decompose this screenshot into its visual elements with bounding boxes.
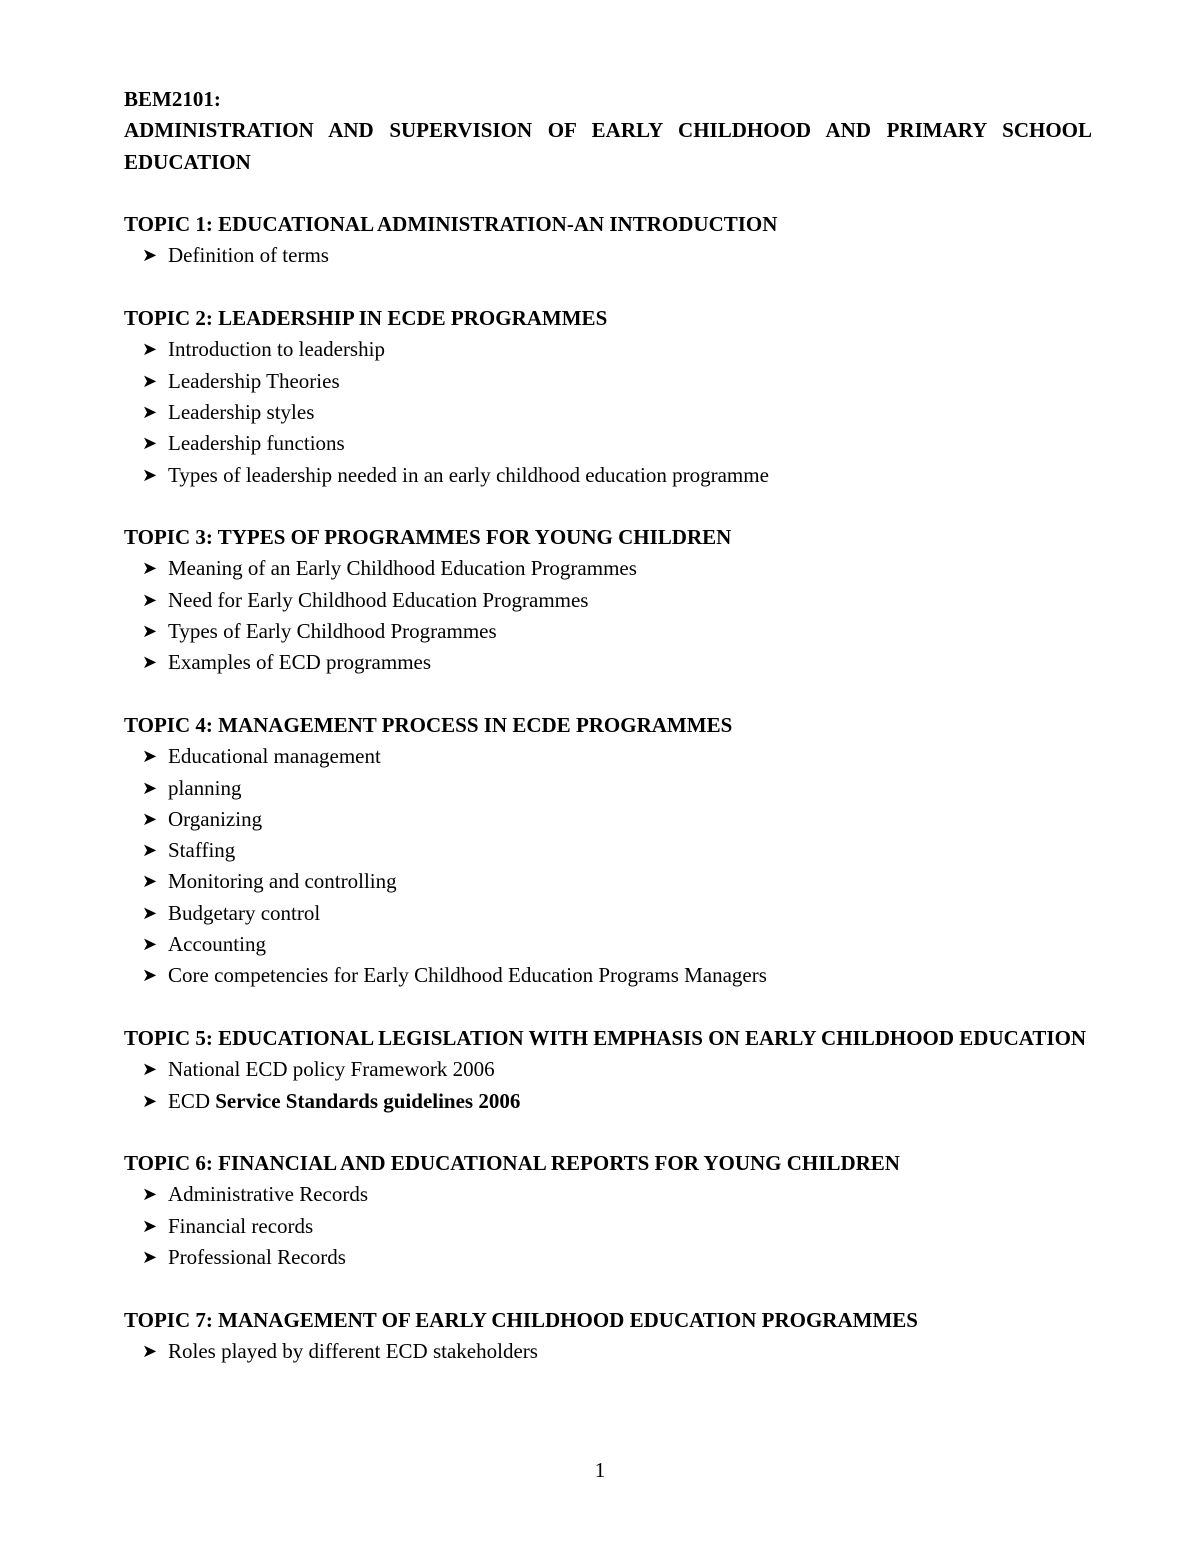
list-item — [124, 960, 1092, 991]
list-item-text: Accounting — [168, 932, 266, 957]
list-item — [124, 553, 1092, 584]
list-item — [124, 397, 1092, 428]
topic-item-list — [124, 1179, 1092, 1273]
arrow-bullet-icon: ➤ — [142, 433, 158, 455]
arrow-bullet-icon: ➤ — [142, 558, 158, 580]
topic-heading: TOPIC 5: EDUCATIONAL LEGISLATION WITH EMPHASIS ON EARLY CHILDHOOD EDUCATION — [124, 1025, 1087, 1050]
list-item-text: Staffing — [168, 838, 236, 863]
list-item-text: Need for Early Childhood Education Programmes — [168, 587, 589, 612]
list-item-text: National ECD policy Framework 2006 — [168, 1057, 495, 1082]
list-item — [124, 866, 1092, 897]
list-item-text: Introduction to leadership — [168, 337, 385, 362]
topic-section — [124, 710, 1092, 992]
arrow-bullet-icon: ➤ — [142, 464, 158, 486]
topic-list — [124, 209, 1092, 1367]
course-title: ADMINISTRATION AND SUPERVISION OF EARLY CHILDHOOD AND PRIMARY SCHOOL EDUCATION — [124, 118, 1092, 174]
topic-heading: TOPIC 6: FINANCIAL AND EDUCATIONAL REPORTS FOR YOUNG CHILDREN — [124, 1151, 900, 1176]
list-item-text: Administrative Records — [168, 1182, 369, 1207]
list-item — [124, 1242, 1092, 1273]
arrow-bullet-icon: ➤ — [142, 934, 158, 956]
list-item-text: Budgetary control — [168, 900, 321, 925]
list-item — [124, 585, 1092, 616]
list-item-text: Types of leadership needed in an early childhood education programme — [168, 462, 769, 487]
list-item — [124, 929, 1092, 960]
topic-section — [124, 1148, 1092, 1273]
arrow-bullet-icon: ➤ — [142, 777, 158, 799]
topic-section — [124, 1305, 1092, 1368]
list-item — [124, 773, 1092, 804]
list-item-text: Educational management — [168, 744, 381, 769]
topic-heading: TOPIC 4: MANAGEMENT PROCESS IN ECDE PROGRAMMES — [124, 712, 733, 737]
arrow-bullet-icon: ➤ — [142, 965, 158, 987]
list-item-text: ECD — [168, 1088, 216, 1113]
list-item-text: Financial records — [168, 1213, 314, 1238]
arrow-bullet-icon: ➤ — [142, 652, 158, 674]
list-item — [124, 1336, 1092, 1367]
course-code: BEM2101: — [124, 87, 221, 111]
arrow-bullet-icon: ➤ — [142, 902, 158, 924]
arrow-bullet-icon: ➤ — [142, 401, 158, 423]
list-item — [124, 1179, 1092, 1210]
document-page — [124, 84, 1092, 1367]
arrow-bullet-icon: ➤ — [142, 840, 158, 862]
arrow-bullet-icon: ➤ — [142, 1090, 158, 1112]
topic-item-list — [124, 1336, 1092, 1367]
topic-heading: TOPIC 3: TYPES OF PROGRAMMES FOR YOUNG CHILDREN — [124, 525, 732, 550]
arrow-bullet-icon: ➤ — [142, 621, 158, 643]
topic-section — [124, 303, 1092, 491]
list-item-text: Meaning of an Early Childhood Education Programmes — [168, 556, 637, 581]
page-number: 1 — [594, 1458, 606, 1482]
list-item-bold-text: Service Standards guidelines 2006 — [215, 1088, 521, 1113]
list-item-text: Types of Early Childhood Programmes — [168, 619, 497, 644]
list-item — [124, 835, 1092, 866]
arrow-bullet-icon: ➤ — [142, 1059, 158, 1081]
list-item — [124, 1054, 1092, 1085]
list-item-text: Leadership Theories — [168, 368, 340, 393]
list-item — [124, 741, 1092, 772]
list-item-text: Monitoring and controlling — [168, 869, 397, 894]
topic-item-list — [124, 334, 1092, 490]
arrow-bullet-icon: ➤ — [142, 1246, 158, 1268]
list-item — [124, 240, 1092, 271]
list-item — [124, 898, 1092, 929]
list-item — [124, 616, 1092, 647]
list-item — [124, 460, 1092, 491]
list-item — [124, 366, 1092, 397]
arrow-bullet-icon: ➤ — [142, 746, 158, 768]
arrow-bullet-icon: ➤ — [142, 339, 158, 361]
arrow-bullet-icon: ➤ — [142, 1184, 158, 1206]
list-item — [124, 1086, 1092, 1117]
topic-heading: TOPIC 7: MANAGEMENT OF EARLY CHILDHOOD EDUCATION PROGRAMMES — [124, 1307, 918, 1332]
arrow-bullet-icon: ➤ — [142, 370, 158, 392]
list-item-text: Professional Records — [168, 1244, 346, 1269]
list-item-text: Leadership styles — [168, 399, 315, 424]
arrow-bullet-icon: ➤ — [142, 1215, 158, 1237]
list-item — [124, 1211, 1092, 1242]
list-item-text: planning — [168, 775, 242, 800]
list-item-text: Roles played by different ECD stakeholders — [168, 1338, 538, 1363]
list-item — [124, 428, 1092, 459]
topic-heading: TOPIC 2: LEADERSHIP IN ECDE PROGRAMMES — [124, 306, 608, 331]
list-item — [124, 804, 1092, 835]
topic-item-list — [124, 741, 1092, 991]
arrow-bullet-icon: ➤ — [142, 808, 158, 830]
topic-item-list — [124, 1054, 1092, 1117]
list-item-text: Organizing — [168, 806, 263, 831]
topic-section — [124, 522, 1092, 678]
topic-section — [124, 209, 1092, 272]
topic-item-list — [124, 240, 1092, 271]
arrow-bullet-icon: ➤ — [142, 871, 158, 893]
list-item — [124, 334, 1092, 365]
list-item-text: Core competencies for Early Childhood Education Programs Managers — [168, 963, 767, 988]
list-item — [124, 647, 1092, 678]
list-item-text: Leadership functions — [168, 431, 345, 456]
topic-section — [124, 1023, 1092, 1117]
topic-item-list — [124, 553, 1092, 678]
arrow-bullet-icon: ➤ — [142, 245, 158, 267]
arrow-bullet-icon: ➤ — [142, 589, 158, 611]
list-item-text: Definition of terms — [168, 243, 329, 268]
topic-heading: TOPIC 1: EDUCATIONAL ADMINISTRATION-AN INTRODUCTION — [124, 212, 778, 237]
list-item-text: Examples of ECD programmes — [168, 650, 432, 675]
arrow-bullet-icon: ➤ — [142, 1340, 158, 1362]
